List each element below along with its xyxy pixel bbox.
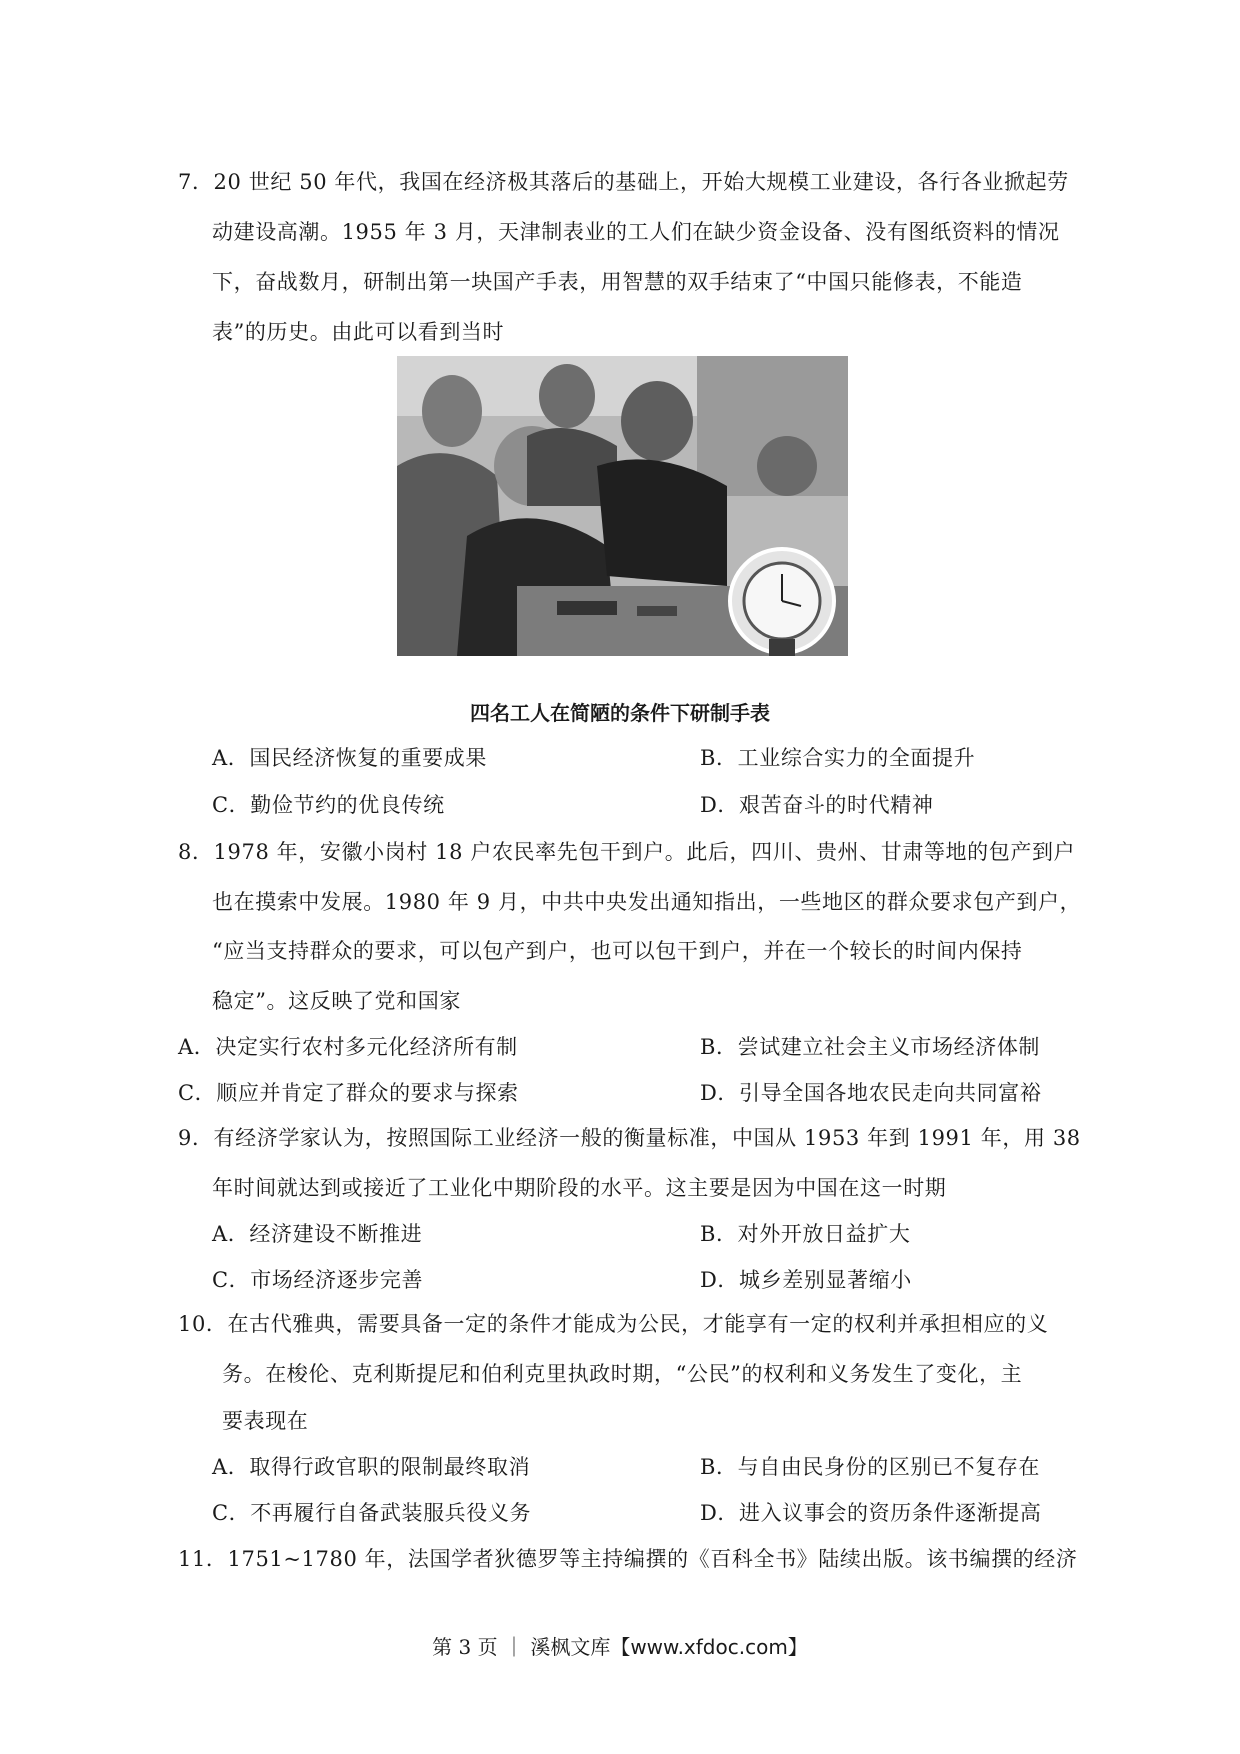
q10-option-b[interactable]: B．与自由民身份的区别已不复存在 <box>700 1455 1041 1479</box>
q7-option-a[interactable]: A．国民经济恢复的重要成果 <box>212 746 487 770</box>
q7-line-4: 表”的历史。由此可以看到当时 <box>212 320 505 344</box>
workers-photo-image <box>397 356 848 656</box>
q10-line-3: 要表现在 <box>222 1409 309 1433</box>
q9-option-a[interactable]: A．经济建设不断推进 <box>212 1222 423 1246</box>
footer-site-link[interactable]: 溪枫文库【www.xfdoc.com】 <box>530 1635 808 1659</box>
q10-line-1: 10．在古代雅典，需要具备一定的条件才能成为公民，才能享有一定的权利并承担相应的义 <box>178 1312 1049 1336</box>
q10-option-a[interactable]: A．取得行政官职的限制最终取消 <box>212 1455 531 1479</box>
q9-option-b[interactable]: B．对外开放日益扩大 <box>700 1222 911 1246</box>
q9-option-d[interactable]: D．城乡差别显著缩小 <box>700 1268 912 1292</box>
q8-option-a[interactable]: A．决定实行农村多元化经济所有制 <box>178 1035 518 1059</box>
q7-option-d[interactable]: D．艰苦奋斗的时代精神 <box>700 793 934 817</box>
footer-page-number: 第 3 页 ｜ <box>432 1635 524 1659</box>
q7-option-c[interactable]: C．勤俭节约的优良传统 <box>212 793 445 817</box>
q9-line-1: 9．有经济学家认为，按照国际工业经济一般的衡量标准，中国从 1953 年到 1991 年，用 38 <box>178 1126 1081 1150</box>
q7-line-3: 下，奋战数月，研制出第一块国产手表，用智慧的双手结束了“中国只能修表，不能造 <box>212 270 1023 294</box>
photo-caption: 四名工人在简陋的条件下研制手表 <box>470 701 770 725</box>
q10-option-d[interactable]: D．进入议事会的资历条件逐渐提高 <box>700 1501 1042 1525</box>
q9-option-c[interactable]: C．市场经济逐步完善 <box>212 1268 424 1292</box>
q10-line-2: 务。在梭伦、克利斯提尼和伯利克里执政时期，“公民”的权利和义务发生了变化，主 <box>222 1362 1023 1386</box>
q8-line-1: 8．1978 年，安徽小岗村 18 户农民率先包干到户。此后，四川、贵州、甘肃等地的包产到户 <box>178 840 1076 864</box>
page-footer <box>0 1631 1240 1660</box>
q8-line-2: 也在摸索中发展。1980 年 9 月，中共中央发出通知指出，一些地区的群众要求包产到户， <box>212 890 1082 914</box>
q7-option-b[interactable]: B．工业综合实力的全面提升 <box>700 746 976 770</box>
q11-line-1: 11．1751~1780 年，法国学者狄德罗等主持编撰的《百科全书》陆续出版。该书编撰的经济 <box>178 1547 1078 1571</box>
q8-line-4: 稳定”。这反映了党和国家 <box>212 989 461 1013</box>
q8-option-b[interactable]: B．尝试建立社会主义市场经济体制 <box>700 1035 1041 1059</box>
q10-option-c[interactable]: C．不再履行自备武装服兵役义务 <box>212 1501 532 1525</box>
q8-line-3: “应当支持群众的要求，可以包产到户，也可以包干到户，并在一个较长的时间内保持 <box>212 939 1023 963</box>
q7-line-1: 7．20 世纪 50 年代，我国在经济极其落后的基础上，开始大规模工业建设，各行各业掀起劳 <box>178 170 1069 194</box>
workers-photo <box>397 356 848 656</box>
q7-line-2: 动建设高潮。1955 年 3 月，天津制表业的工人们在缺少资金设备、没有图纸资料的情况 <box>212 220 1060 244</box>
q8-option-c[interactable]: C．顺应并肯定了群众的要求与探索 <box>178 1081 519 1105</box>
q9-line-2: 年时间就达到或接近了工业化中期阶段的水平。这主要是因为中国在这一时期 <box>212 1176 947 1200</box>
q8-option-d[interactable]: D．引导全国各地农民走向共同富裕 <box>700 1081 1042 1105</box>
